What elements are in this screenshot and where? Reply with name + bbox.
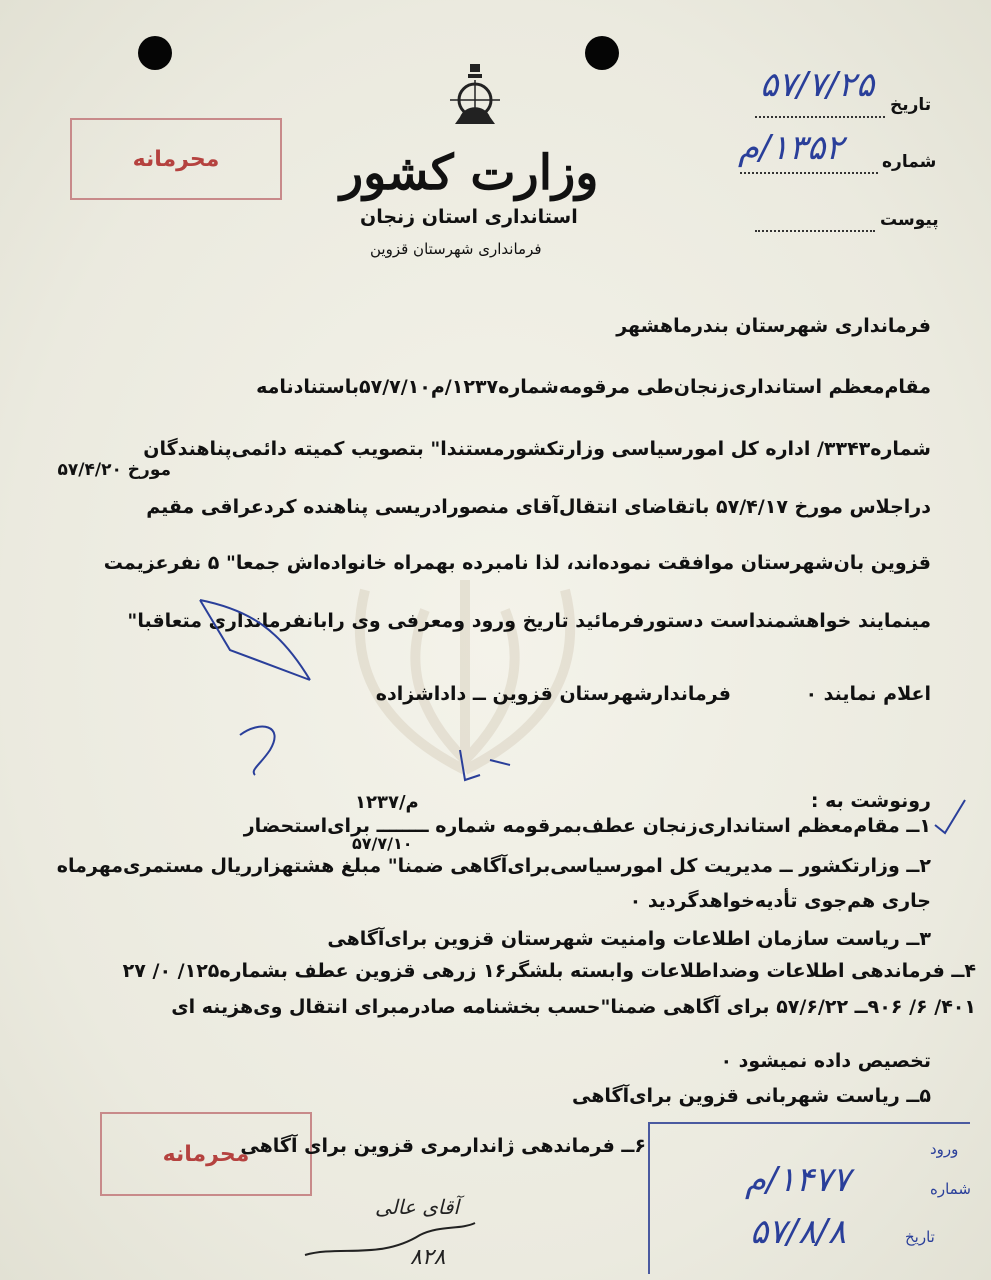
cc-heading: رونوشت به : [810, 790, 931, 812]
body-line-2: شماره‌۳۳۴۳/ اداره کل امورسیاسی وزارتکشورمستندا" بتصویب کمیته دائمی‌پناهندگان [143, 438, 931, 460]
register-number-label: شماره [930, 1180, 971, 1198]
number-value: ۱۳۵۲/م [738, 128, 844, 168]
register-number-value: ۱۴۷۷/م [745, 1160, 851, 1200]
signature-line: فرماندارشهرستان قزوین ــ داداشزاده [375, 683, 731, 705]
register-date-label: تاریخ [905, 1228, 935, 1246]
recipient-line: فرمانداری شهرستان بندرماهشهر [616, 315, 931, 337]
cc-item-3: ۳ــ ریاست سازمان اطلاعات وامنیت شهرستان قزوین برای‌آگاهی [327, 928, 931, 950]
date-label: تاریخ [890, 95, 932, 115]
cc-ref-number: ۱۲۳۷/م [355, 792, 419, 813]
register-date-value: ۵۷/۸/۸ [750, 1212, 846, 1252]
cc-item-4-end: تخصیص داده نمیشود ۰ [720, 1050, 931, 1072]
cc-item-4-cont: ۴۰۱/ ۶/ ۹۰۶ــ ۵۷/۶/۲۲ برای آگاهی ضمنا"حسب بخشنامه صادرمبرای انتقال وی‌هزینه ای [171, 996, 976, 1018]
county-subtitle: فرمانداری شهرستان قزوین [370, 240, 542, 258]
body-line-3: دراجلاس مورخ ۵۷/۴/۱۷ باتقاضای انتقال‌آقای منصورادریسی پناهنده کردعراقی مقیم [146, 496, 931, 518]
province-subtitle: استانداری استان زنجان [360, 206, 578, 228]
cc-item-4: ۴ــ فرماندهی اطلاعات وضداطلاعات وابسته بلشگر۱۶ زرهی قزوین عطف بشماره۱۲۵/ ۰/ ۲۷ [122, 960, 976, 982]
handwritten-signature-stroke [300, 1215, 480, 1265]
number-dotted-line [740, 172, 878, 174]
body-line-6: اعلام نمایند ۰ [805, 683, 931, 705]
register-inbound-label: ورود [930, 1140, 959, 1158]
punch-hole-left [138, 36, 172, 70]
ministry-title: وزارت کشور [340, 145, 599, 201]
handwritten-arrow-mark [190, 590, 340, 690]
cc-item-5: ۵ــ ریاست شهربانی قزوین برای‌آگاهی [571, 1085, 931, 1107]
body-line-2-sub: مورخ ۵۷/۴/۲۰ [57, 460, 171, 480]
punch-hole-right [585, 36, 619, 70]
date-value: ۵۷/۷/۲۵ [760, 65, 875, 105]
handwritten-scribble-1 [230, 720, 300, 780]
number-label: شماره [882, 152, 937, 172]
body-line-1: مقام‌معظم استانداری‌زنجان‌طی مرقومه‌شماره۱۲۳۷/م۵۷/۷/۱۰باستنادنامه [256, 376, 931, 398]
handwritten-initials: آقای عالی [375, 1195, 460, 1219]
date-dotted-line [755, 116, 885, 118]
handwritten-scribble-2 [450, 740, 520, 790]
handwritten-bottom-number: ۸۲۸ [410, 1245, 446, 1270]
body-line-5: مینمایند خواهشمنداست دستورفرمائید تاریخ ورود ومعرفی وی رابانفرمانداری متعاقبا" [127, 610, 931, 632]
cc-item-1: ۱ــ مقام‌معظم استانداری‌زنجان عطف‌بمرقومه شماره ــــــــ برای‌استحضار [243, 815, 931, 837]
cc-item-6: ۶ــ فرماندهی ژاندارمری قزوین برای آگاهی [240, 1135, 646, 1157]
body-line-4: قزوین بان‌شهرستان موافقت نموده‌اند، لذا نامبرده بهمراه خانواده‌اش جمعا" ۵ نفرعزیمت [103, 552, 931, 574]
confidential-stamp-top: محرمانه [70, 118, 282, 200]
lion-and-sun-emblem-icon [440, 62, 510, 132]
attachment-label: پیوست [880, 210, 939, 230]
check-mark-icon [930, 795, 970, 835]
cc-item-2: ۲ــ وزارتکشور ــ مدیریت کل امورسیاسی‌برای‌آگاهی ضمنا" مبلغ هشتهزارریال مستمری‌مهرماه [56, 855, 931, 877]
cc-ref-date: ۵۷/۷/۱۰ [352, 834, 413, 853]
cc-item-2-cont: جاری هم‌جوی تأدیه‌خواهدگردید ۰ [629, 890, 931, 912]
attachment-dotted-line [755, 230, 875, 232]
confidential-stamp-bottom: محرمانه [100, 1112, 312, 1196]
